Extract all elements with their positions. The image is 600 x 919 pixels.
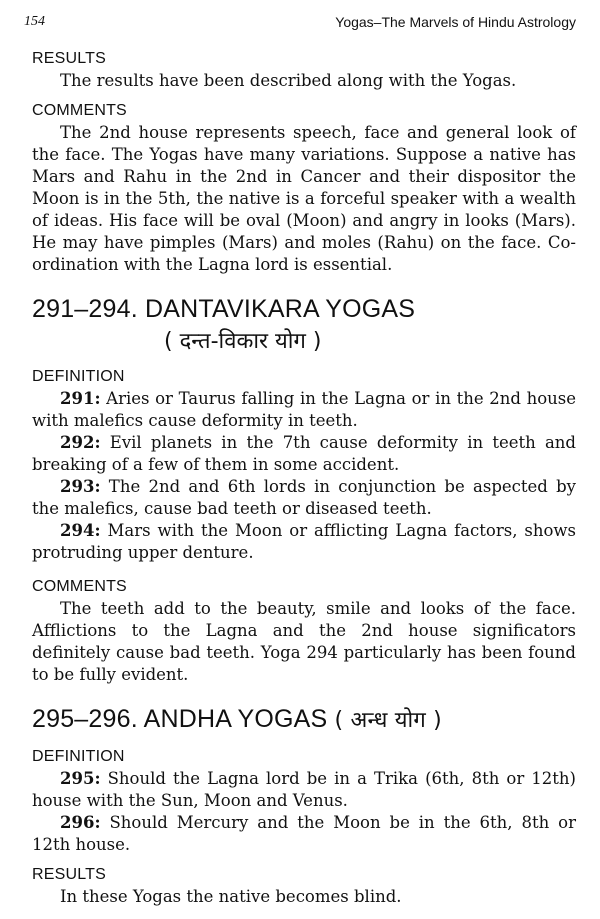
results-heading: RESULTS (32, 50, 107, 67)
andha-hindi-title: ( अन्ध योग ) (334, 708, 442, 733)
definition-item (32, 812, 576, 856)
results-text: In these Yogas the native becomes blind. (60, 887, 402, 906)
andha-title (32, 702, 576, 738)
page-content (32, 48, 576, 908)
definition-item-number: 296: (60, 813, 101, 832)
definition-item (32, 520, 576, 564)
definition-item (32, 768, 576, 812)
andha-title-text: 295–296. ANDHA YOGAS (32, 705, 328, 733)
definition-item-text: Evil planets in the 7th cause deformity in teeth and breaking of a few of them in some accident. (32, 433, 576, 474)
definition-item-number: 291: (60, 389, 101, 408)
comments-heading: COMMENTS (32, 578, 127, 595)
comments-text: The 2nd house represents speech, face and general look of the face. The Yogas have many variations. Suppose a native has Mars and Rahu in the 2nd in Cancer and their dispositor the Moon is in the 5th, the native is a forceful speaker with a wealth of ideas. His face will be oval (Moon) and angry in looks (Mars). He may have pimples (Mars) and moles (Rahu) on the face. Co-ordination with the Lagna lord is essential. (32, 123, 576, 274)
definition-item-text: Mars with the Moon or afflicting Lagna factors, shows protruding upper denture. (32, 521, 576, 562)
comments-heading: COMMENTS (32, 102, 127, 119)
definition-item-number: 294: (60, 521, 101, 540)
definition-item-text: Aries or Taurus falling in the Lagna or in the 2nd house with malefics cause deformity in teeth. (32, 389, 576, 430)
definition-item-number: 292: (60, 433, 101, 452)
book-title: Yogas–The Marvels of Hindu Astrology (335, 14, 576, 30)
definition-item-text: Should the Lagna lord be in a Trika (6th, 8th or 12th) house with the Sun, Moon and Venus. (32, 769, 576, 810)
definition-heading: DEFINITION (32, 368, 125, 385)
results-heading: RESULTS (32, 866, 107, 883)
definition-heading: DEFINITION (32, 748, 125, 765)
definition-item (32, 432, 576, 476)
running-header (24, 14, 576, 34)
definition-item-number: 293: (60, 477, 101, 496)
comments-text: The teeth add to the beauty, smile and looks of the face. Afflictions to the Lagna and the 2nd house significators definitely cause bad teeth. Yoga 294 particularly has been found to be fully evident. (32, 599, 576, 684)
definition-item-number: 295: (60, 769, 101, 788)
definition-item-text: Should Mercury and the Moon be in the 6th, 8th or 12th house. (32, 813, 576, 854)
definition-item (32, 388, 576, 432)
dantavikara-title: 291–294. DANTAVIKARA YOGAS (32, 295, 416, 323)
definition-item-text: The 2nd and 6th lords in conjunction be aspected by the malefics, cause bad teeth or diseased teeth. (32, 477, 576, 518)
results-text: The results have been described along with the Yogas. (60, 71, 517, 90)
definition-item (32, 476, 576, 520)
page-number: 154 (24, 14, 45, 29)
dantavikara-hindi-title: ( दन्त-विकार योग ) (164, 329, 322, 354)
